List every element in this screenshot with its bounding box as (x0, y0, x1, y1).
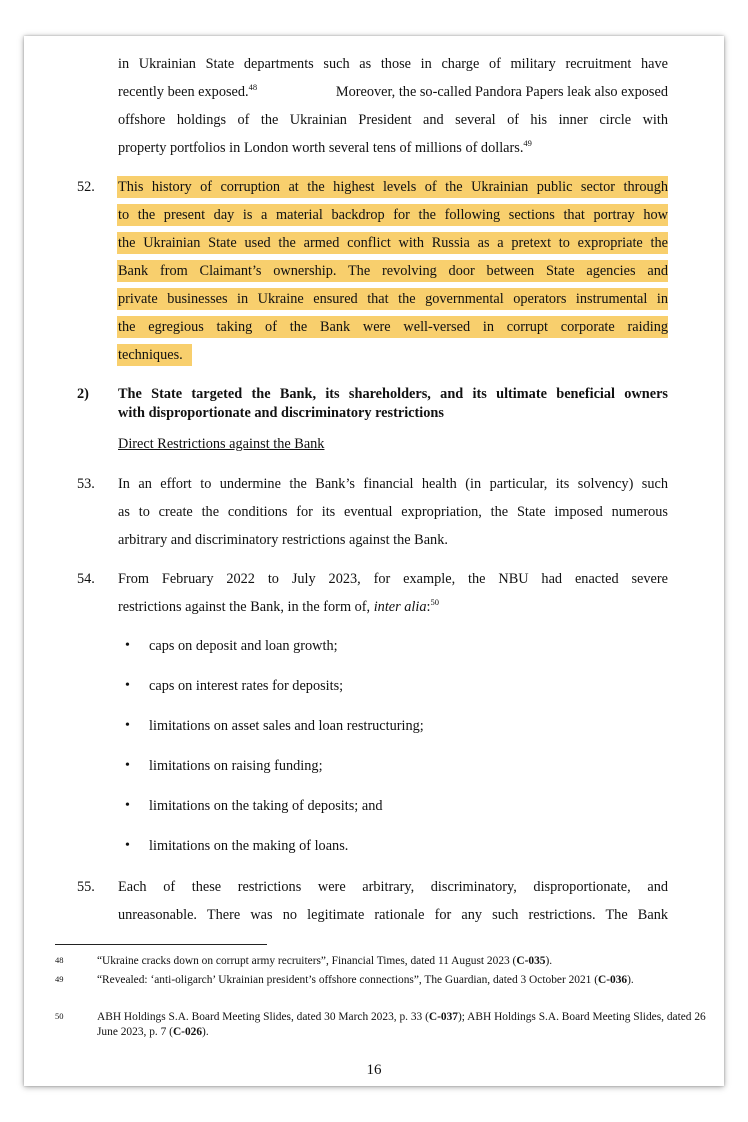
list-item: limitations on asset sales and loan restructuring; (149, 718, 424, 734)
list-item: caps on interest rates for deposits; (149, 678, 344, 694)
list-item: limitations on the taking of deposits; and (149, 798, 383, 814)
footnote-ref-50[interactable]: 50 (430, 597, 440, 608)
text-line: arbitrary and discriminatory restrictions against the Bank. (118, 532, 448, 548)
paragraph-number: 54. (77, 571, 95, 587)
footnote-text: ). (202, 1026, 209, 1038)
footnote-divider (55, 944, 267, 945)
text-line: From February 2022 to July 2023, for example, the NBU had enacted severe (118, 571, 668, 587)
bullet-icon: • (125, 718, 130, 733)
section-heading-line: with disproportionate and discriminatory restrictions (118, 405, 444, 421)
bullet-icon: • (125, 678, 130, 693)
footnote-49 (97, 973, 709, 988)
text-line: This history of corruption at the highest levels of the Ukrainian public sector through (118, 179, 668, 195)
bullet-icon: • (125, 758, 130, 773)
bullet-icon: • (125, 838, 130, 853)
text-line: the egregious taking of the Bank were well-versed in corrupt corporate raiding (118, 319, 668, 335)
text-line: in Ukrainian State departments such as those in charge of military recruitment have (118, 56, 668, 72)
list-item: limitations on raising funding; (149, 758, 323, 774)
text-line: as to create the conditions for its eventual expropriation, the State imposed numerous (118, 504, 668, 520)
footnote-48 (97, 954, 709, 969)
paragraph-number: 53. (77, 476, 95, 492)
exhibit-ref: C-035 (516, 955, 546, 967)
footnote-text: ABH Holdings S.A. Board Meeting Slides, dated 30 March 2023, p. 33 ( (97, 1011, 429, 1023)
text-line (118, 84, 668, 101)
text-line: Bank from Claimant’s ownership. The revolving door between State agencies and (118, 263, 668, 279)
footnote-ref-49[interactable]: 49 (523, 138, 532, 149)
text-line: Each of these restrictions were arbitrary, discriminatory, disproportionate, and (118, 879, 668, 895)
paragraph-number: 55. (77, 879, 95, 895)
list-item: limitations on the making of loans. (149, 838, 349, 854)
list-item: caps on deposit and loan growth; (149, 638, 338, 654)
footnote-50 (97, 1010, 709, 1040)
section-number: 2) (77, 386, 89, 402)
footnote-text: ). (627, 974, 634, 986)
footnote-number: 48 (55, 955, 64, 965)
text-line: to the present day is a material backdrop for the following sections that portray how (118, 207, 668, 223)
text-fragment: Moreover, the so-called Pandora Papers leak also exposed (335, 84, 668, 100)
bullet-icon: • (125, 638, 130, 653)
text-line: In an effort to undermine the Bank’s financial health (in particular, its solvency) such (118, 476, 668, 492)
text-line: private businesses in Ukraine ensured that the governmental operators instrumental in (118, 291, 668, 307)
text-line (118, 140, 532, 157)
section-heading-line: The State targeted the Bank, its shareholders, and its ultimate beneficial owners (118, 386, 668, 402)
text-fragment: property portfolios in London worth several tens of millions of dollars. (118, 140, 524, 156)
exhibit-ref: C-026 (172, 1026, 203, 1038)
text-line: techniques. (118, 347, 183, 363)
text-line: offshore holdings of the Ukrainian President and several of his inner circle with (118, 112, 668, 128)
bullet-icon: • (125, 798, 130, 813)
page-number: 16 (366, 1062, 382, 1078)
footnote-text: “Revealed: ‘anti-oligarch’ Ukrainian president’s offshore connections”, The Guardian, dated 3 October 2021 ( (97, 974, 599, 986)
italic-text: inter alia (373, 599, 427, 615)
text-fragment: recently been exposed. (118, 84, 249, 100)
text-line: the Ukrainian State used the armed conflict with Russia as a pretext to expropriate the (118, 235, 668, 251)
paragraph-number: 52. (77, 179, 95, 195)
footnote-text: “Ukraine cracks down on corrupt army recruiters”, Financial Times, dated 11 August 2023 ( (97, 955, 517, 967)
subheading: Direct Restrictions against the Bank (118, 436, 325, 452)
footnote-number: 49 (55, 974, 64, 984)
footnote-number: 50 (55, 1011, 64, 1021)
text-line (118, 599, 439, 616)
document-page (24, 36, 724, 1086)
text-fragment: : (426, 599, 431, 615)
footnote-text: ). (545, 955, 553, 967)
footnote-ref-48[interactable]: 48 (248, 82, 258, 93)
text-fragment: restrictions against the Bank, in the form of, (118, 599, 374, 615)
exhibit-ref: C-037 (428, 1011, 458, 1023)
text-line: unreasonable. There was no legitimate rationale for any such restrictions. The Bank (118, 907, 668, 923)
footnote-text: ); ABH Holdings S.A. Board Meeting Slides, dated 26 June 2023, p. 7 ( (97, 1011, 706, 1038)
exhibit-ref: C-036 (598, 974, 628, 986)
